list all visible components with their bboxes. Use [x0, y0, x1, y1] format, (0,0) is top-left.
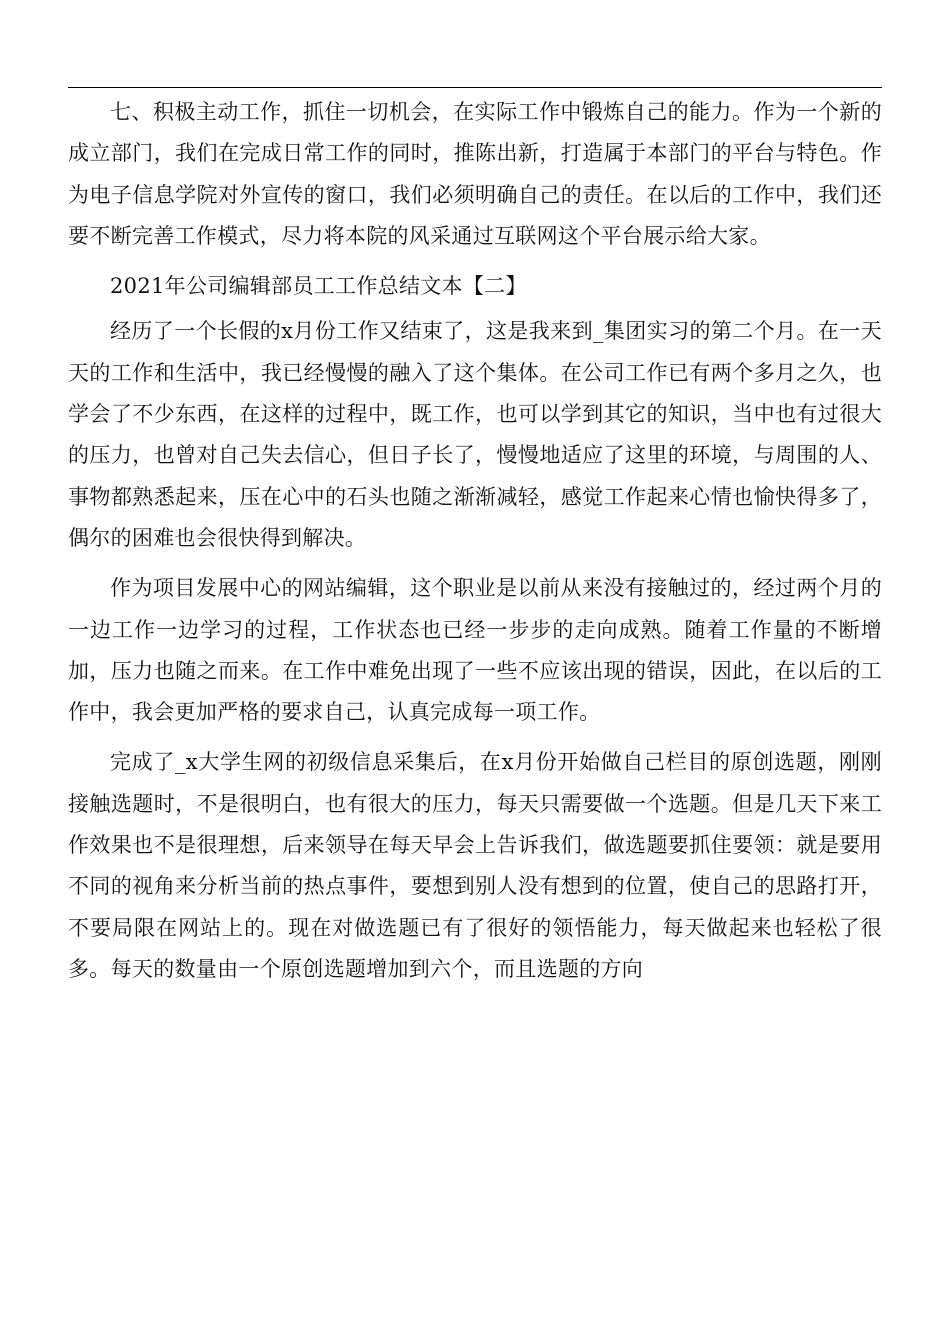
paragraph-intro: 经历了一个长假的x月份工作又结束了，这是我来到_集团实习的第二个月。在一天天的工作和生活中，我已经慢慢的融入了这个集体。在公司工作已有两个多月之久，也学会了不少东西，在这样的过程中，既工作，也可以学到其它的知识，当中也有过很大的压力，也曾对自己失去信心，但日子长了，慢慢地适应了这里的环境，与周围的人、事物都熟悉起来，压在心中的石头也随之渐渐减轻，感觉工作起来心情也愉快得多了，偶尔的困难也会很快得到解决。 [68, 319, 882, 550]
header-rule [68, 87, 882, 88]
paragraph-web-editor: 作为项目发展中心的网站编辑，这个职业是以前从来没有接触过的，经过两个月的一边工作一边学习的过程，工作状态也已经一步步的走向成熟。随着工作量的不断增加，压力也随之而来。在工作中难免出现了一些不应该出现的错误，因此，在以后的工作中，我会更加严格的要求自己，认真完成每一项工作。 [68, 576, 882, 725]
paragraph-topic-selection: 完成了_x大学生网的初级信息采集后，在x月份开始做自己栏目的原创选题，刚刚接触选题时，不是很明白，也有很大的压力，每天只需要做一个选题。但是几天下来工作效果也不是很理想，后来领导在每天早会上告诉我们，做选题要抓住要领：就是要用不同的视角来分析当前的热点事件，要想到别人没有想到的位置，使自己的思路打开，不要局限在网站上的。现在对做选题已有了很好的领悟能力，每天做起来也轻松了很多。每天的数量由一个原创选题增加到六个，而且选题的方向 [68, 750, 882, 981]
paragraph-section-seven: 七、积极主动工作，抓住一切机会，在实际工作中锻炼自己的能力。作为一个新的成立部门，我们在完成日常工作的同时，推陈出新，打造属于本部门的平台与特色。作为电子信息学院对外宣传的窗口，我们必须明确自己的责任。在以后的工作中，我们还要不断完善工作模式，尽力将本院的风采通过互联网这个平台展示给大家。 [68, 100, 882, 248]
section-heading: 2021年公司编辑部员工工作总结文本【二】 [110, 274, 527, 299]
document-body [68, 92, 882, 999]
